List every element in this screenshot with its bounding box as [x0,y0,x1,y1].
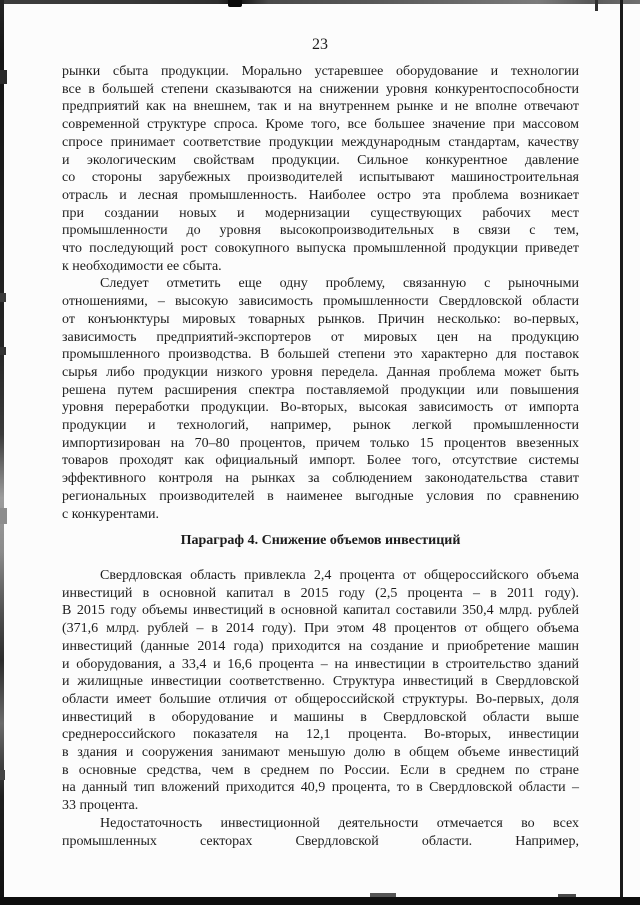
page-body [62,63,579,850]
text-line: Следует отметить еще одну проблему, связанную с рыночными [100,276,579,292]
text-line: с конкурентами. [62,506,159,522]
text-line: уровня переработки продукции. Во-вторых, высокая зависимость от импорта [62,400,579,416]
text-line: рынки сбыта продукции. Морально устаревшее оборудование и технологии [62,64,579,79]
text-line: на данный тип вложений приходится 40,9 процента, то в Свердловской области – [62,780,579,796]
scan-artifact [0,770,5,780]
text-line: импортизирован на 70–80 процентов, причем только 15 процентов ввезенных [62,435,579,451]
text-line: области имеет большие отличия от общероссийской структуры. Во-первых, доля [62,691,579,707]
text-line: Недостаточность инвестиционной деятельности отмечается во всех [100,815,579,831]
section-heading: Параграф 4. Снижение объемов инвестиций [180,533,461,549]
paragraph [62,567,579,815]
text-line: промышленных секторах Свердловской области. Например, [62,833,579,849]
scan-edge-top [0,0,640,4]
scan-edge-right [620,0,623,905]
text-line: региональных производителей в наименее выгодные условия по сравнению [62,488,579,504]
scan-artifact [228,0,242,7]
text-line: предприятий как на внешнем, так и на внутреннем рынке и не вполне отвечают [62,99,579,115]
text-line: при создании новых и модернизации существующих рабочих мест [62,205,579,221]
text-line: промышленности до уровня высокопроизводительных в связи с тем, [62,223,579,239]
paragraph [62,815,579,850]
text-line: (371,6 млрд. рублей – в 2014 году). При этом 48 процентов от общего объема [62,621,579,637]
paragraph [62,63,579,275]
text-line: товаров проходят как официальный импорт. Более того, отсутствие системы [62,453,579,469]
text-line: Свердловская область привлекла 2,4 процента от общероссийского объема [100,567,579,583]
text-line: к необходимости ее сбыта. [62,258,222,274]
text-line: среднероссийского показателя на 12,1 процента. Во-вторых, инвестиции [62,727,579,743]
text-line: промышленного производства. В большей степени это характерно для поставок [62,347,579,363]
text-line: сырья либо продукции низкого уровня передела. Данная проблема может быть [62,364,579,380]
text-line: в здания и сооружения занимают меньшую долю в общем объеме инвестиций [62,745,579,761]
text-line: спросе принимает соответствие продукции международным стандартам, качеству [62,134,579,150]
text-line: инвестиций в оборудование и машины в Свердловской области выше [62,709,579,725]
scan-artifact [0,508,7,524]
text-line: что последующий рост совокупного выпуска промышленной продукции приведет [62,241,579,257]
text-line: со стороны зарубежных производителей испытывают машиностроительная [62,170,579,186]
scan-artifact [0,293,6,302]
text-line: и оборудования, а 33,4 и 16,6 процента – на инвестиции в строительство зданий [62,656,579,672]
text-line: решена путем расширения спектра поставляемой продукции или повышения [62,382,579,398]
text-line: в основные средства, чем в среднем по России. Если в среднем по стране [62,762,579,778]
text-line: и жилищные инвестиции соответственно. Структура инвестиций в Свердловской [62,674,579,690]
text-line: зависимость предприятий-экспортеров от мировых цен на продукцию [62,329,579,345]
scan-artifact [595,0,598,11]
page-number: 23 [312,36,328,53]
text-line: продукции и технологий, например, рынок легкой промышленности [62,418,579,434]
text-line: 33 процента. [62,798,139,814]
scan-artifact [0,70,7,84]
text-line: современной структуре спроса. Кроме того, все большее значение при массовом [62,117,579,133]
text-line: В 2015 году объемы инвестиций в основной капитал составили 350,4 млрд. рублей [62,603,579,619]
scan-artifact [0,347,6,355]
text-line: и экологическим свойствам продукции. Сильное конкурентное давление [62,152,579,168]
text-line: все в большей степени сказываются на снижении уровня конкурентоспособности [62,81,579,97]
scan-edge-bottom [0,897,640,905]
text-line: отношениями, – высокую зависимость промышленности Свердловской области [62,294,579,310]
text-line: инвестиций (данные 2014 года) приходится на создание и приобретение машин [62,638,579,654]
text-line: инвестиций в основной капитал в 2015 году (2,5 процента – в 2011 году). [62,585,579,601]
text-line: эффективного контроля на рынках за соблюдением законодательства ставит [62,471,579,487]
text-line: отрасль и лесная промышленность. Наиболее остро эта проблема возникает [62,187,579,203]
text-line: от конъюнктуры мировых товарных рынков. Причин несколько: во-первых, [62,311,579,327]
paragraph [62,275,579,523]
